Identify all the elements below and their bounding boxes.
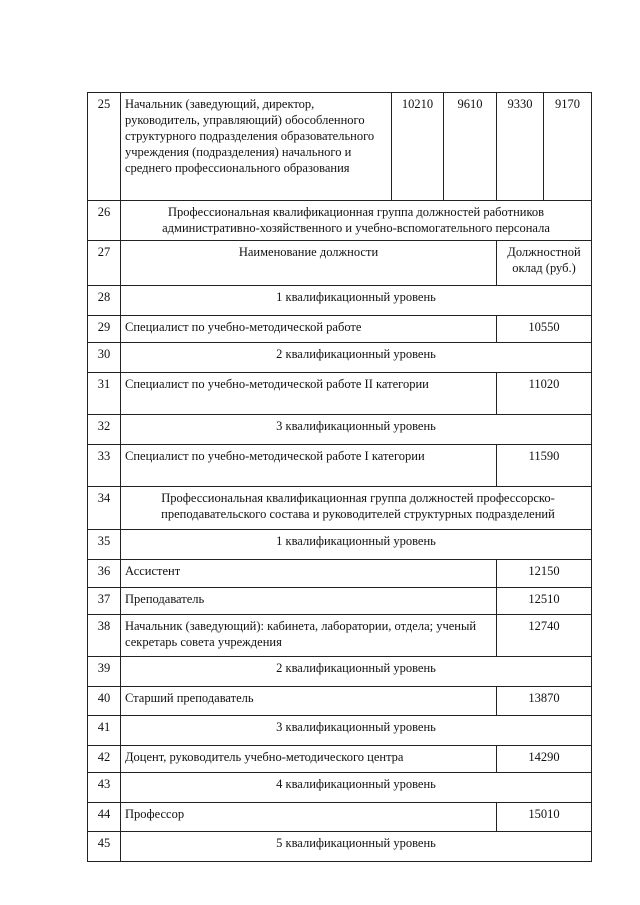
table-row	[88, 615, 592, 657]
table-row	[88, 93, 592, 201]
salary-value: 9610	[444, 93, 497, 201]
salary-value: 12510	[497, 588, 592, 615]
row-number: 25	[88, 93, 121, 201]
column-header-position: Наименование должности	[121, 241, 497, 286]
table-row	[88, 803, 592, 832]
table-row	[88, 560, 592, 588]
table-row	[88, 286, 592, 316]
level-heading: 5 квалификационный уровень	[121, 832, 592, 862]
row-number: 32	[88, 415, 121, 445]
row-number: 36	[88, 560, 121, 588]
table-row	[88, 773, 592, 803]
table-row	[88, 716, 592, 746]
table-row	[88, 487, 592, 530]
position-name: Ассистент	[121, 560, 497, 588]
level-heading: 4 квалификационный уровень	[121, 773, 592, 803]
row-number: 35	[88, 530, 121, 560]
level-heading: 3 квалификационный уровень	[121, 415, 592, 445]
table-row	[88, 343, 592, 373]
row-number: 41	[88, 716, 121, 746]
row-number: 28	[88, 286, 121, 316]
level-heading: 1 квалификационный уровень	[121, 530, 592, 560]
row-number: 26	[88, 201, 121, 241]
table-row	[88, 687, 592, 716]
row-number: 44	[88, 803, 121, 832]
position-name: Начальник (заведующий): кабинета, лаборатории, отдела; ученый секретарь совета учреждения	[121, 615, 497, 657]
table-row	[88, 746, 592, 773]
position-name: Специалист по учебно-методической работе	[121, 316, 497, 343]
position-name: Старший преподаватель	[121, 687, 497, 716]
position-name: Доцент, руководитель учебно-методического центра	[121, 746, 497, 773]
salary-value: 9330	[497, 93, 544, 201]
row-number: 31	[88, 373, 121, 415]
row-number: 45	[88, 832, 121, 862]
salary-value: 11590	[497, 445, 592, 487]
row-number: 30	[88, 343, 121, 373]
salary-value: 13870	[497, 687, 592, 716]
salary-value: 15010	[497, 803, 592, 832]
row-number: 42	[88, 746, 121, 773]
row-number: 43	[88, 773, 121, 803]
table-row	[88, 657, 592, 687]
group-heading: Профессиональная квалификационная группа должностей работников административно-хозяйственного и учебно-вспомогательного персонала	[121, 201, 592, 241]
table-row	[88, 588, 592, 615]
table-row	[88, 373, 592, 415]
table-row	[88, 201, 592, 241]
table-row	[88, 241, 592, 286]
column-header-salary: Должностной оклад (руб.)	[497, 241, 592, 286]
row-number: 38	[88, 615, 121, 657]
position-name: Начальник (заведующий, директор, руководитель, управляющий) обособленного структурного подразделения образовательного учреждения (подразделения) начального и среднего профессионального образования	[121, 93, 392, 201]
row-number: 29	[88, 316, 121, 343]
row-number: 27	[88, 241, 121, 286]
row-number: 37	[88, 588, 121, 615]
level-heading: 3 квалификационный уровень	[121, 716, 592, 746]
salary-value: 12740	[497, 615, 592, 657]
level-heading: 2 квалификационный уровень	[121, 343, 592, 373]
group-heading: Профессиональная квалификационная группа должностей профессорско-преподавательского состава и руководителей структурных подразделений	[121, 487, 592, 530]
row-number: 34	[88, 487, 121, 530]
level-heading: 2 квалификационный уровень	[121, 657, 592, 687]
salary-value: 12150	[497, 560, 592, 588]
salary-value: 14290	[497, 746, 592, 773]
salary-value: 11020	[497, 373, 592, 415]
salary-value: 9170	[544, 93, 592, 201]
position-name: Специалист по учебно-методической работе I категории	[121, 445, 497, 487]
table-row	[88, 832, 592, 862]
position-name: Специалист по учебно-методической работе II категории	[121, 373, 497, 415]
table-row	[88, 530, 592, 560]
row-number: 33	[88, 445, 121, 487]
salary-table	[87, 92, 592, 862]
row-number: 40	[88, 687, 121, 716]
salary-value: 10550	[497, 316, 592, 343]
position-name: Профессор	[121, 803, 497, 832]
table-row	[88, 316, 592, 343]
table-row	[88, 445, 592, 487]
position-name: Преподаватель	[121, 588, 497, 615]
salary-value: 10210	[392, 93, 444, 201]
table-row	[88, 415, 592, 445]
level-heading: 1 квалификационный уровень	[121, 286, 592, 316]
row-number: 39	[88, 657, 121, 687]
